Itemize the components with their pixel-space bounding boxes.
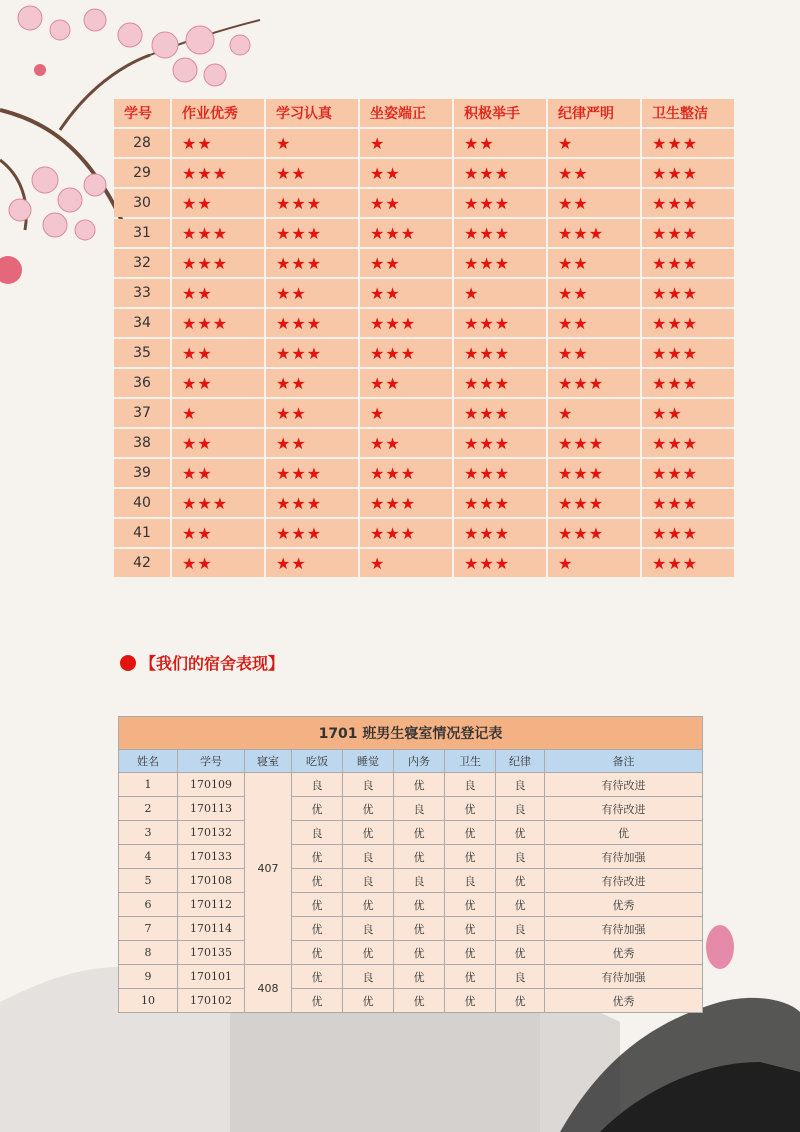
grade-cell: 优 [445,821,496,845]
student-id-cell: 39 [114,459,170,487]
table-row [114,159,734,187]
star-rating-cell: ★★ [360,279,452,307]
grade-cell: 良 [496,773,545,797]
table-row [114,249,734,277]
header-id: 学号 [178,750,245,773]
star-rating-cell: ★★★ [360,459,452,487]
star-rating-cell: ★ [360,549,452,577]
red-dot-icon [120,655,136,671]
name-cell: 8 [119,941,178,965]
star-rating-cell: ★★★ [266,459,358,487]
student-id-cell: 30 [114,189,170,217]
table-row [119,821,703,845]
star-rating-cell: ★ [548,549,640,577]
name-cell: 2 [119,797,178,821]
star-rating-cell: ★★★ [454,159,546,187]
header-student-id: 学号 [114,99,170,127]
remarks-cell: 有待改进 [545,773,703,797]
star-rating-cell: ★★ [172,129,264,157]
student-id-cell: 31 [114,219,170,247]
star-rating-cell: ★★ [548,309,640,337]
student-id-cell: 170133 [178,845,245,869]
grade-cell: 优 [394,821,445,845]
star-rating-cell: ★★★ [266,249,358,277]
remarks-cell: 优秀 [545,989,703,1013]
star-rating-cell: ★★★ [548,459,640,487]
star-rating-cell: ★★★ [454,459,546,487]
star-rating-cell: ★★ [360,429,452,457]
grade-cell: 优 [445,797,496,821]
table-row [114,279,734,307]
grade-cell: 良 [496,917,545,941]
grade-cell: 良 [496,965,545,989]
header-housekeeping: 内务 [394,750,445,773]
grade-cell: 优 [445,941,496,965]
star-rating-cell: ★★ [172,429,264,457]
star-rating-cell: ★★ [266,279,358,307]
grade-cell: 优 [394,845,445,869]
star-rating-cell: ★★★ [360,219,452,247]
dorm-table-body [119,773,703,1013]
star-rating-cell: ★★ [548,279,640,307]
star-rating-cell: ★★★ [172,309,264,337]
header-study: 学习认真 [266,99,358,127]
student-id-cell: 42 [114,549,170,577]
grade-cell: 良 [343,869,394,893]
header-room: 寝室 [245,750,292,773]
student-id-cell: 170135 [178,941,245,965]
student-id-cell: 28 [114,129,170,157]
star-rating-cell: ★★★ [266,309,358,337]
header-hygiene: 卫生整洁 [642,99,734,127]
student-id-cell: 35 [114,339,170,367]
student-id-cell: 36 [114,369,170,397]
star-rating-cell: ★★★ [642,279,734,307]
star-rating-cell: ★★ [266,429,358,457]
star-rating-cell: ★★★ [642,339,734,367]
star-rating-cell: ★★★ [642,129,734,157]
header-sleeping: 睡觉 [343,750,394,773]
star-rating-cell: ★★ [642,399,734,427]
section-heading-text: 【我们的宿舍表现】 [140,654,285,673]
header-posture: 坐姿端正 [360,99,452,127]
star-rating-cell: ★★★ [642,189,734,217]
header-raise-hand: 积极举手 [454,99,546,127]
star-rating-cell: ★★ [266,399,358,427]
grade-cell: 良 [394,797,445,821]
grade-cell: 优 [343,797,394,821]
grade-cell: 良 [394,869,445,893]
student-id-cell: 32 [114,249,170,277]
grade-cell: 优 [292,941,343,965]
star-rating-cell: ★★★ [454,399,546,427]
star-rating-cell: ★★ [360,249,452,277]
remarks-cell: 有待改进 [545,869,703,893]
star-rating-cell: ★★★ [642,459,734,487]
star-rating-cell: ★★★ [642,549,734,577]
star-rating-cell: ★★★ [454,369,546,397]
star-rating-cell: ★★★ [172,159,264,187]
table-row [114,429,734,457]
room-number-cell: 407 [245,773,292,965]
table-row [119,869,703,893]
star-table-header-row [114,99,734,127]
star-rating-cell: ★★★ [454,519,546,547]
star-rating-cell: ★★★ [548,429,640,457]
star-rating-cell: ★★ [266,549,358,577]
table-row [114,459,734,487]
table-row [114,369,734,397]
grade-cell: 良 [445,773,496,797]
star-rating-cell: ★★★ [642,219,734,247]
student-id-cell: 170101 [178,965,245,989]
star-rating-cell: ★★★ [454,219,546,247]
star-rating-cell: ★★★ [266,489,358,517]
dorm-registration-table [118,716,703,1013]
table-row [114,489,734,517]
name-cell: 1 [119,773,178,797]
star-rating-cell: ★★★ [548,519,640,547]
table-row [119,797,703,821]
star-rating-cell: ★★★ [360,309,452,337]
header-discipline: 纪律 [496,750,545,773]
grade-cell: 优 [292,869,343,893]
grade-cell: 良 [496,797,545,821]
table-row [119,893,703,917]
star-rating-cell: ★★★ [642,489,734,517]
name-cell: 3 [119,821,178,845]
student-id-cell: 170113 [178,797,245,821]
student-id-cell: 170102 [178,989,245,1013]
star-rating-cell: ★ [454,279,546,307]
star-rating-cell: ★★ [266,369,358,397]
grade-cell: 良 [496,845,545,869]
student-id-cell: 40 [114,489,170,517]
grade-cell: 优 [292,845,343,869]
star-rating-cell: ★ [266,129,358,157]
name-cell: 5 [119,869,178,893]
star-rating-cell: ★★★ [172,489,264,517]
star-rating-cell: ★★ [172,189,264,217]
star-rating-cell: ★★ [266,159,358,187]
student-id-cell: 29 [114,159,170,187]
star-rating-cell: ★ [548,399,640,427]
grade-cell: 良 [292,773,343,797]
remarks-cell: 优秀 [545,893,703,917]
table-row [114,129,734,157]
student-id-cell: 33 [114,279,170,307]
grade-cell: 优 [292,917,343,941]
header-remarks: 备注 [545,750,703,773]
remarks-cell: 有待加强 [545,965,703,989]
star-rating-cell: ★★★ [454,189,546,217]
table-row [119,917,703,941]
table-row [119,941,703,965]
grade-cell: 优 [292,797,343,821]
table-row [114,549,734,577]
star-rating-cell: ★★★ [642,429,734,457]
name-cell: 10 [119,989,178,1013]
grade-cell: 优 [445,965,496,989]
star-rating-cell: ★★ [172,279,264,307]
grade-cell: 优 [394,917,445,941]
star-rating-table [112,97,736,579]
table-row [119,845,703,869]
student-id-cell: 41 [114,519,170,547]
table-row [114,309,734,337]
star-rating-cell: ★★ [172,369,264,397]
star-rating-cell: ★★★ [360,519,452,547]
star-rating-cell: ★★★ [642,369,734,397]
table-row [114,219,734,247]
star-rating-cell: ★★★ [454,249,546,277]
grade-cell: 优 [292,989,343,1013]
grade-cell: 优 [394,989,445,1013]
star-rating-cell: ★★★ [454,549,546,577]
star-rating-cell: ★ [172,399,264,427]
student-id-cell: 170114 [178,917,245,941]
grade-cell: 优 [496,893,545,917]
table-row [114,189,734,217]
star-rating-cell: ★★★ [642,249,734,277]
name-cell: 9 [119,965,178,989]
star-rating-cell: ★ [360,129,452,157]
grade-cell: 优 [394,941,445,965]
table-row [119,773,703,797]
grade-cell: 优 [394,773,445,797]
remarks-cell: 优秀 [545,941,703,965]
grade-cell: 优 [394,893,445,917]
student-id-cell: 170108 [178,869,245,893]
star-rating-cell: ★★★ [642,519,734,547]
grade-cell: 良 [343,965,394,989]
grade-cell: 优 [445,845,496,869]
star-rating-cell: ★★ [360,159,452,187]
remarks-cell: 有待加强 [545,917,703,941]
star-rating-cell: ★★★ [172,249,264,277]
header-discipline: 纪律严明 [548,99,640,127]
grade-cell: 优 [445,917,496,941]
grade-cell: 优 [292,965,343,989]
star-rating-cell: ★★★ [548,219,640,247]
grade-cell: 优 [496,869,545,893]
grade-cell: 优 [445,893,496,917]
star-rating-cell: ★★★ [266,219,358,247]
name-cell: 4 [119,845,178,869]
star-rating-cell: ★ [548,129,640,157]
name-cell: 6 [119,893,178,917]
student-id-cell: 38 [114,429,170,457]
grade-cell: 优 [292,893,343,917]
star-rating-cell: ★★★ [266,519,358,547]
student-id-cell: 170132 [178,821,245,845]
grade-cell: 良 [292,821,343,845]
star-rating-cell: ★★★ [454,339,546,367]
header-name: 姓名 [119,750,178,773]
table-row [119,965,703,989]
remarks-cell: 有待改进 [545,797,703,821]
name-cell: 7 [119,917,178,941]
star-rating-cell: ★★ [454,129,546,157]
grade-cell: 优 [394,965,445,989]
room-number-cell: 408 [245,965,292,1013]
star-rating-cell: ★★ [172,519,264,547]
header-eating: 吃饭 [292,750,343,773]
star-rating-cell: ★★★ [360,339,452,367]
table-row [119,989,703,1013]
student-id-cell: 170109 [178,773,245,797]
grade-cell: 优 [343,989,394,1013]
star-rating-cell: ★★ [172,549,264,577]
star-rating-cell: ★★★ [548,369,640,397]
header-hygiene: 卫生 [445,750,496,773]
dorm-table-title: 1701 班男生寝室情况登记表 [119,717,703,750]
table-row [114,519,734,547]
star-rating-cell: ★★ [548,249,640,277]
header-homework: 作业优秀 [172,99,264,127]
table-row [114,339,734,367]
grade-cell: 优 [496,989,545,1013]
star-table-body [114,129,734,577]
star-rating-cell: ★★★ [454,429,546,457]
grade-cell: 良 [445,869,496,893]
star-rating-cell: ★★ [172,339,264,367]
star-rating-cell: ★★★ [172,219,264,247]
star-rating-cell: ★★★ [266,339,358,367]
star-rating-cell: ★★★ [642,159,734,187]
star-rating-cell: ★★ [172,459,264,487]
star-rating-cell: ★★ [548,159,640,187]
grade-cell: 优 [343,893,394,917]
star-rating-cell: ★★★ [454,489,546,517]
student-id-cell: 37 [114,399,170,427]
student-id-cell: 34 [114,309,170,337]
table-row [114,399,734,427]
grade-cell: 良 [343,773,394,797]
grade-cell: 优 [496,821,545,845]
star-rating-cell: ★★ [360,189,452,217]
star-rating-cell: ★ [360,399,452,427]
grade-cell: 良 [343,917,394,941]
section-heading [120,651,284,674]
grade-cell: 良 [343,845,394,869]
star-rating-cell: ★★ [548,339,640,367]
star-rating-cell: ★★★ [360,489,452,517]
grade-cell: 优 [343,941,394,965]
star-rating-cell: ★★★ [266,189,358,217]
grade-cell: 优 [445,989,496,1013]
grade-cell: 优 [496,941,545,965]
star-rating-cell: ★★ [548,189,640,217]
star-rating-cell: ★★★ [454,309,546,337]
remarks-cell: 有待加强 [545,845,703,869]
grade-cell: 优 [343,821,394,845]
remarks-cell: 优 [545,821,703,845]
star-rating-cell: ★★★ [642,309,734,337]
student-id-cell: 170112 [178,893,245,917]
star-rating-cell: ★★★ [548,489,640,517]
dorm-table-header-row [119,750,703,773]
star-rating-cell: ★★ [360,369,452,397]
